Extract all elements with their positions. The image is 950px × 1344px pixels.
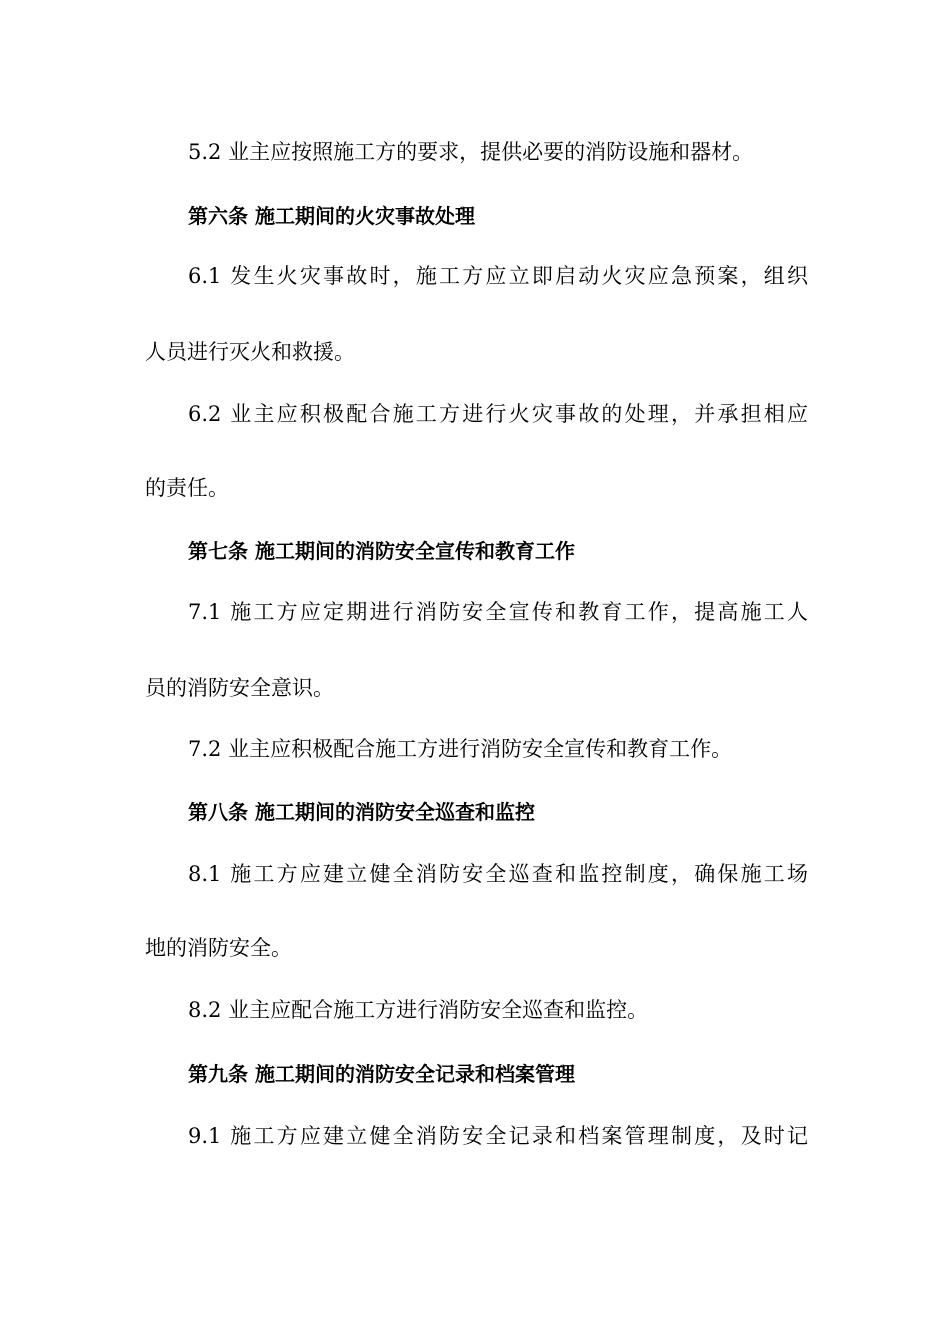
clause-7-1-line-1: 7.1 施工方应定期进行消防安全宣传和教育工作，提高施工人	[188, 600, 808, 624]
clause-6-1-line-2: 人员进行灭火和救援。	[145, 340, 355, 364]
clause-6-1-line-1: 6.1 发生火灾事故时，施工方应立即启动火灾应急预案，组织	[188, 264, 808, 288]
clause-9-1-line-1: 9.1 施工方应建立健全消防安全记录和档案管理制度，及时记	[188, 1124, 808, 1148]
article-9-heading: 第九条 施工期间的消防安全记录和档案管理	[188, 1062, 575, 1086]
article-6-heading: 第六条 施工期间的火灾事故处理	[188, 204, 475, 228]
clause-5-2: 5.2 业主应按照施工方的要求，提供必要的消防设施和器材。	[188, 140, 754, 164]
clause-8-2: 8.2 业主应配合施工方进行消防安全巡查和监控。	[188, 998, 649, 1022]
clause-6-2-line-1: 6.2 业主应积极配合施工方进行火灾事故的处理，并承担相应	[188, 402, 808, 426]
clause-7-1-line-2: 员的消防安全意识。	[145, 676, 334, 700]
article-7-heading: 第七条 施工期间的消防安全宣传和教育工作	[188, 539, 575, 563]
clause-8-1-line-1: 8.1 施工方应建立健全消防安全巡查和监控制度，确保施工场	[188, 862, 808, 886]
clause-8-1-line-2: 地的消防安全。	[145, 936, 292, 960]
clause-7-2: 7.2 业主应积极配合施工方进行消防安全宣传和教育工作。	[188, 737, 733, 761]
article-8-heading: 第八条 施工期间的消防安全巡查和监控	[188, 800, 535, 824]
clause-6-2-line-2: 的责任。	[145, 476, 229, 500]
